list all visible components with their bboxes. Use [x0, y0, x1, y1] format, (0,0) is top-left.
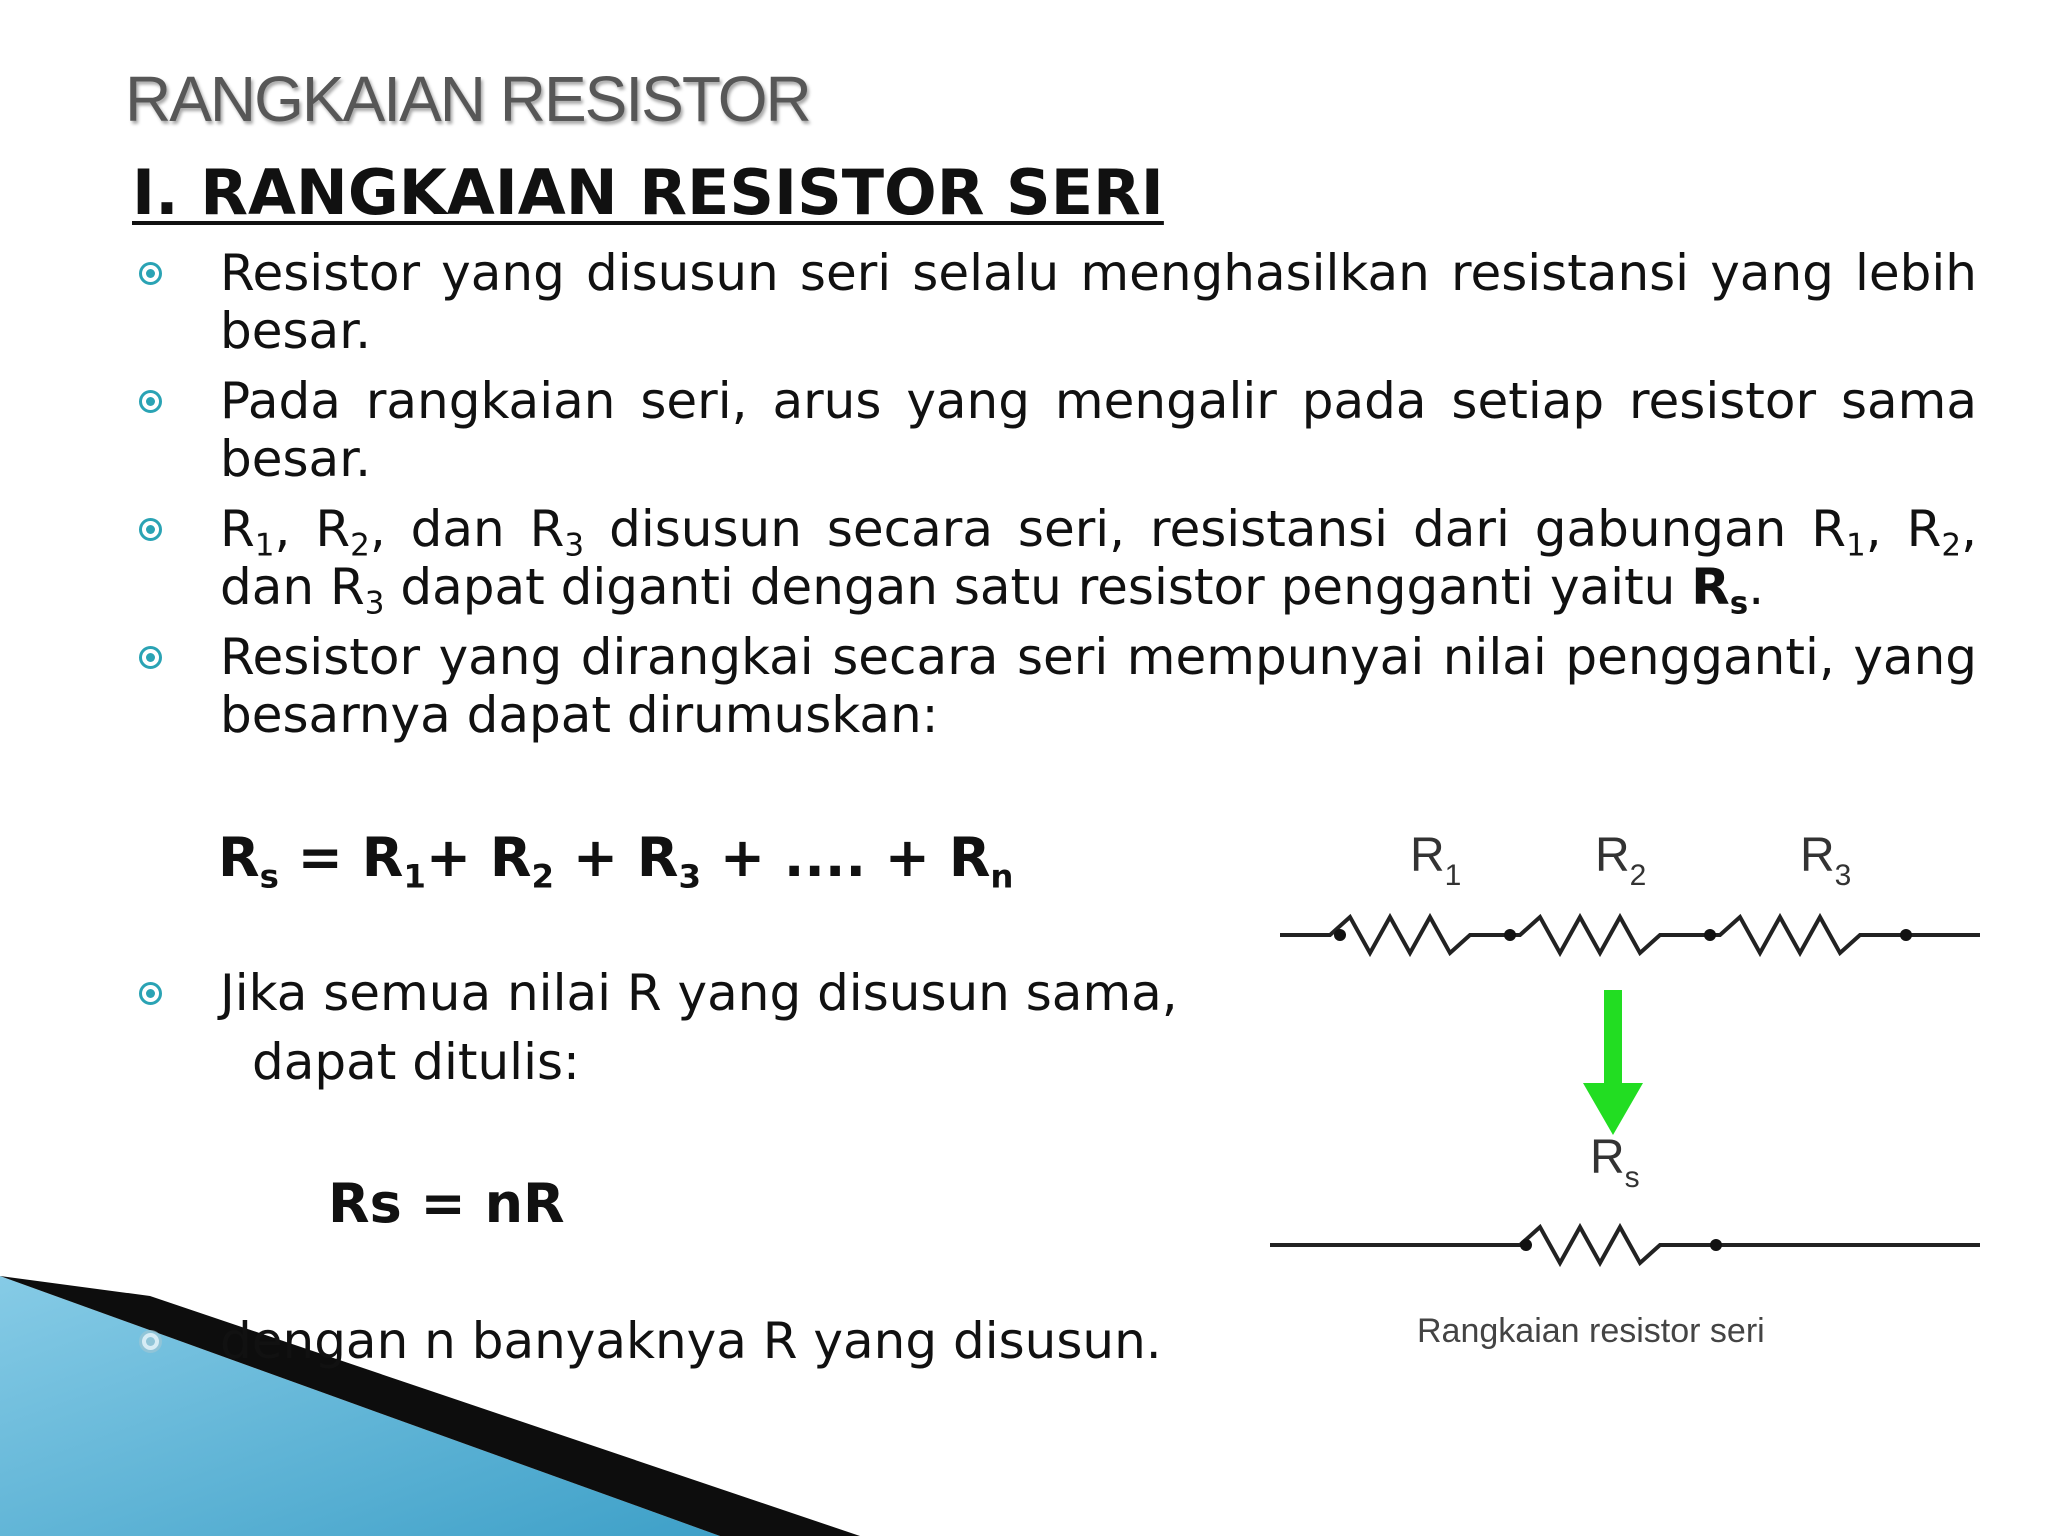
section-title: I. RANGKAIAN RESISTOR SERI — [132, 156, 1164, 229]
node-dot — [1334, 929, 1346, 941]
node-dot — [1704, 929, 1716, 941]
bullet-text: dengan n banyaknya R yang disusun. — [220, 1312, 1162, 1370]
bullet-text: $R_1$, $R_2$, dan $R_3$ disusun secara seri, resistansi dari gabungan $R_1$, $R_2$, dan $R_3$ dapat diganti dengan satu resistor pengganti yaitu $R_s$. — [220, 500, 1977, 622]
bullet-item-2 — [220, 372, 1977, 488]
node-dot — [1504, 929, 1516, 941]
bullet-text: Jika semua nilai R yang disusun sama, — [220, 964, 1178, 1022]
diagram-caption: Rangkaian resistor seri — [1417, 1312, 1765, 1350]
bullet-item-3 — [220, 500, 1977, 622]
bullet-icon — [139, 1330, 162, 1353]
bullet-item-5 — [220, 964, 1178, 1022]
bullet-icon — [139, 518, 162, 541]
bullet-icon — [139, 646, 162, 669]
r1-label: $R_1$ — [1410, 829, 1462, 892]
rs-symbol: $R_s$ — [1691, 558, 1749, 622]
node-dot — [1900, 929, 1912, 941]
equal-resistor-formula: Rs = nR — [328, 1172, 565, 1235]
rs-label: $R_s$ — [1590, 1131, 1640, 1194]
slide-header: RANGKAIAN RESISTOR — [125, 63, 810, 135]
bullet-icon — [139, 390, 162, 413]
bullet-icon — [139, 262, 162, 285]
series-circuit-wire — [1280, 917, 1980, 953]
r2-label: $R_2$ — [1595, 829, 1647, 892]
series-resistor-diagram — [1270, 815, 1990, 1355]
bullet-item-4 — [220, 628, 1977, 744]
bullet-item-5-continuation: dapat ditulis: — [252, 1033, 580, 1091]
series-formula: $R_s = R_1+ R_2 + R_3$ + .... + $R_n$ — [218, 826, 1014, 896]
green-down-arrow — [1583, 990, 1643, 1135]
bullet-item-6 — [220, 1312, 1162, 1370]
bullet-text: Pada rangkaian seri, arus yang mengalir pada setiap resistor sama besar. — [220, 372, 1977, 488]
bullet-icon — [139, 982, 162, 1005]
node-dot — [1710, 1239, 1722, 1251]
bullet-text: Resistor yang dirangkai secara seri mempunyai nilai pengganti, yang besarnya dapat dirumuskan: — [220, 628, 1977, 744]
bullet-item-1 — [220, 244, 1977, 360]
node-dot — [1520, 1239, 1532, 1251]
bullet-text: Resistor yang disusun seri selalu menghasilkan resistansi yang lebih besar. — [220, 244, 1977, 360]
equivalent-circuit-wire — [1270, 1227, 1980, 1263]
r3-label: $R_3$ — [1800, 829, 1852, 892]
